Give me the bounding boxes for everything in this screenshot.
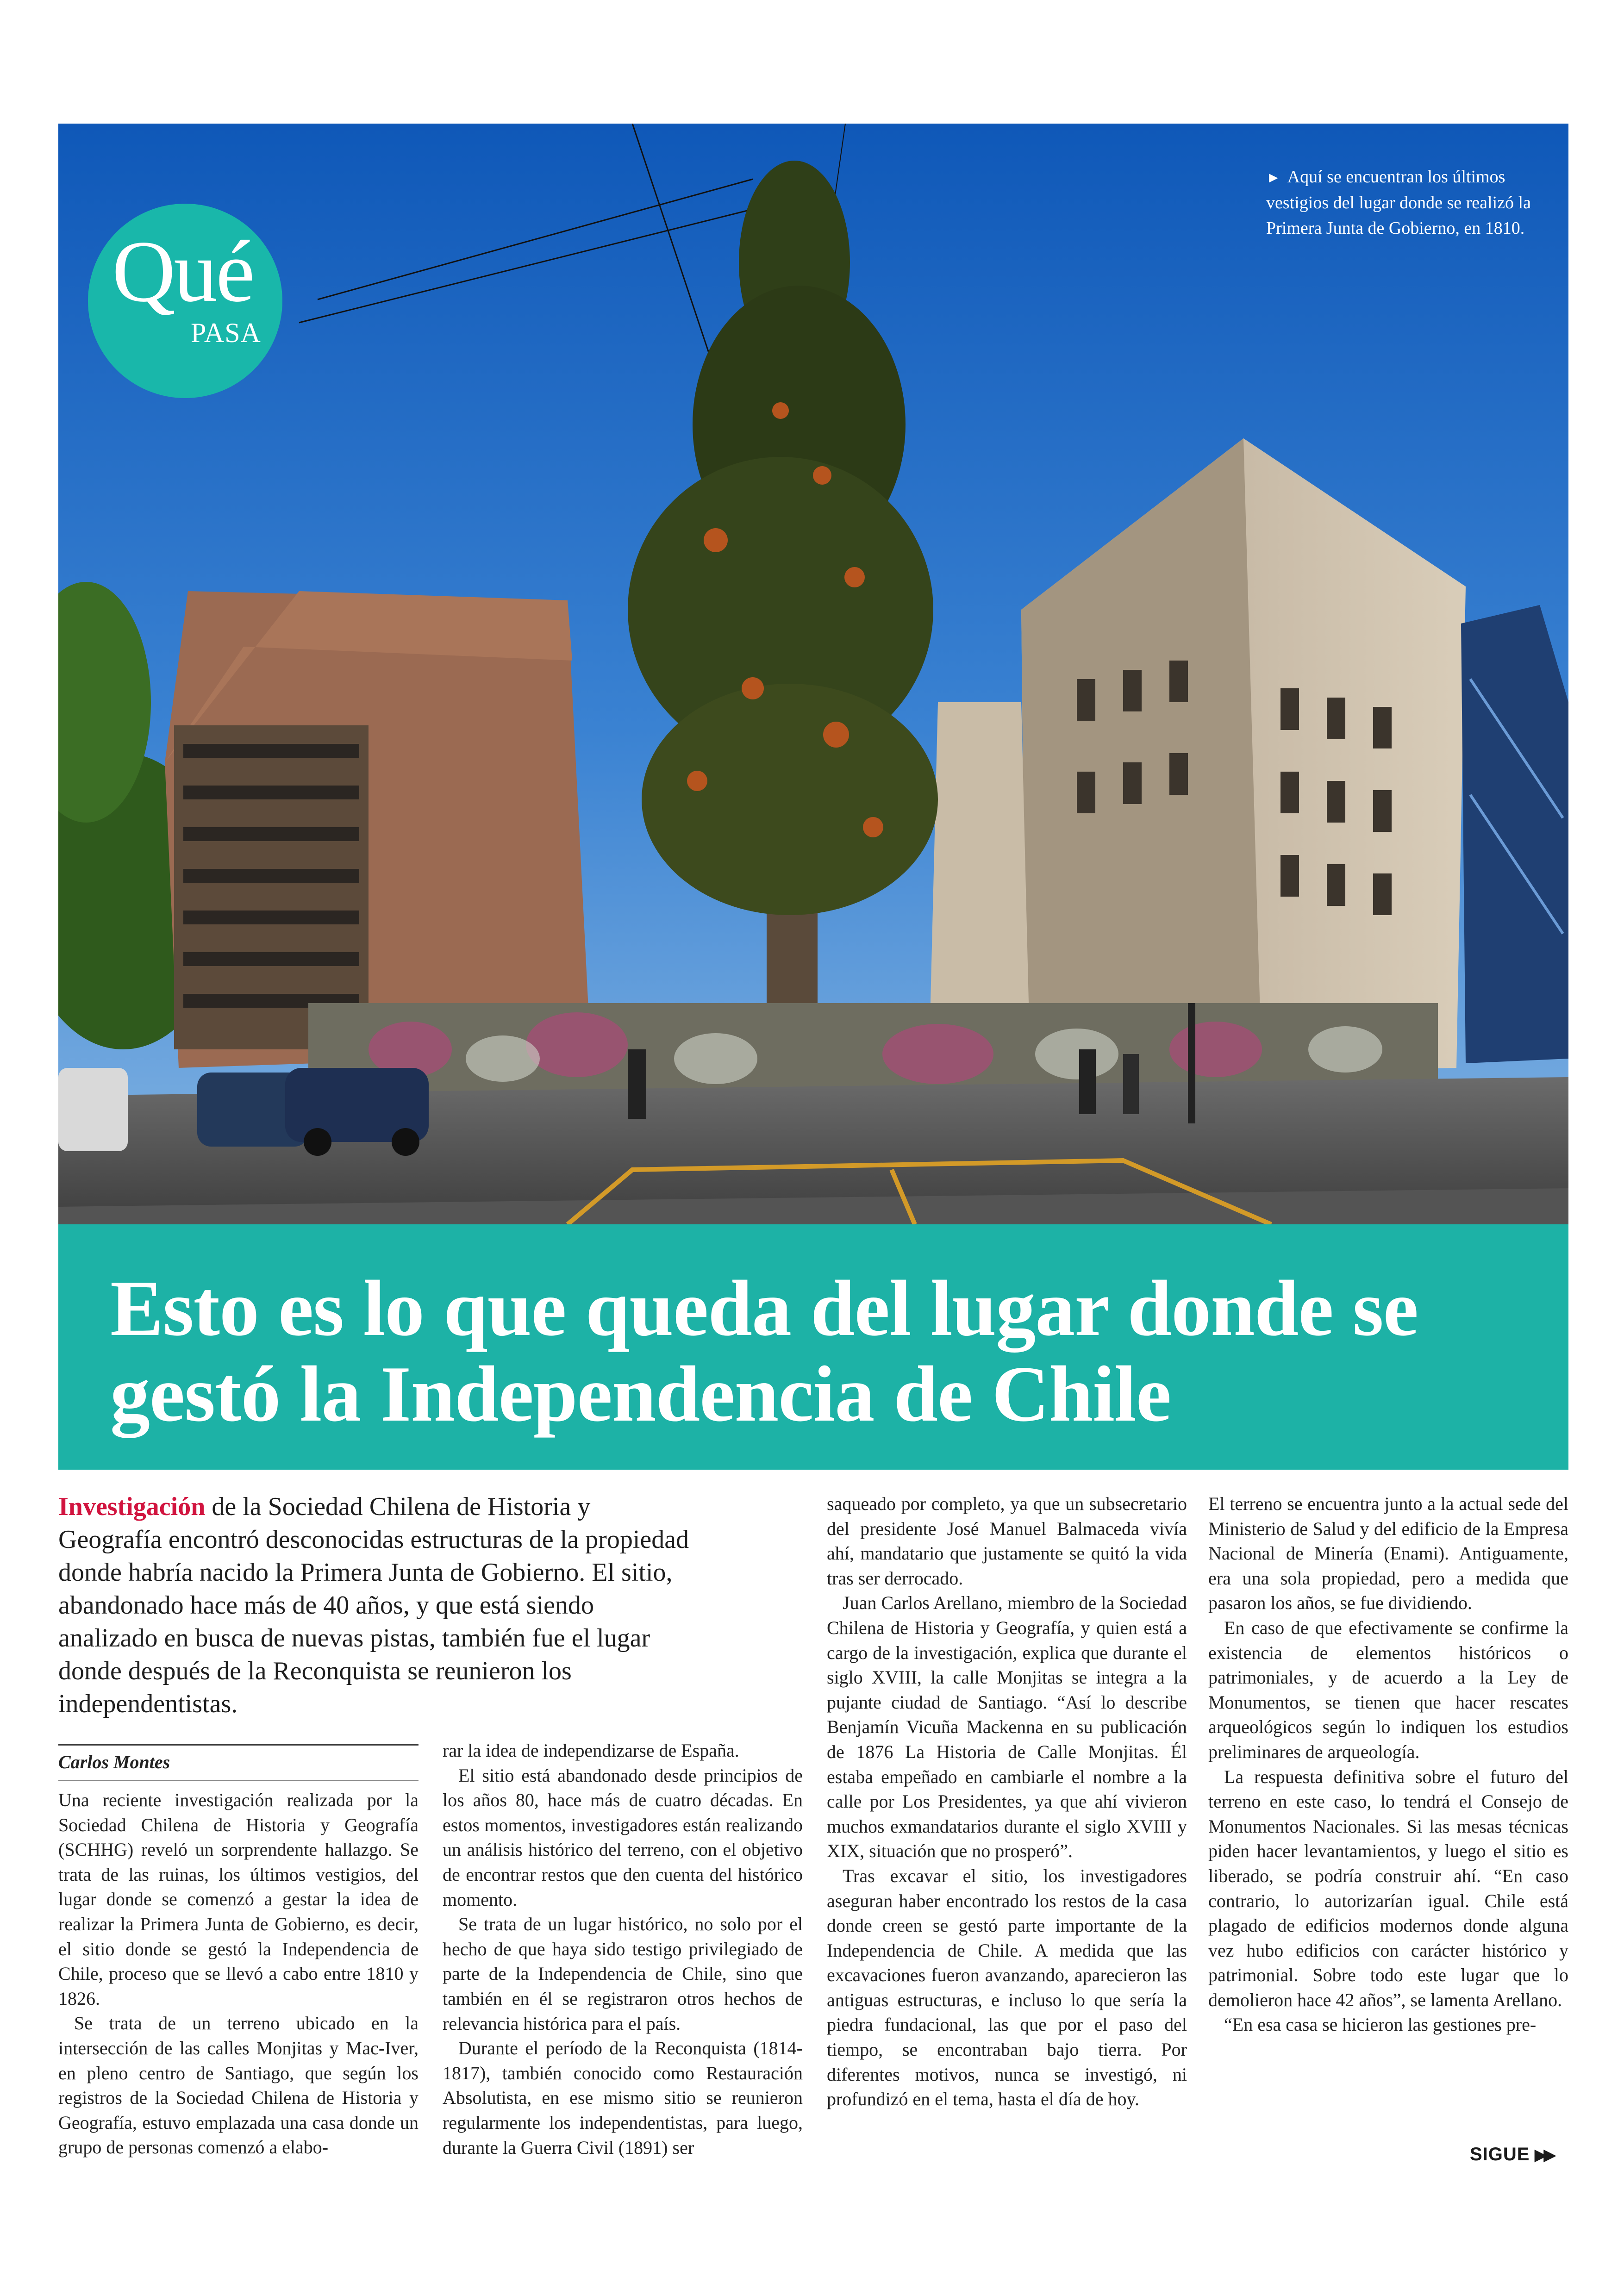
paragraph: La respuesta definitiva sobre el futuro del terreno en este caso, lo tendrá el Consejo de Monumentos Nacionales. Si las mesas técnicas piden hacer levantamientos, y luego el sitio es liberado, se podría construir ahí. “En caso contrario, lo autorizarían igual. Chile está plagado de edificios modernos donde alguna vez hubo edificios con carácter histórico y patrimonial. Sobre todo este lugar que lo demolieron hace 42 años”, se lamenta Arellano. — [1208, 1766, 1568, 2010]
paragraph: Se trata de un terreno ubicado en la intersección de las calles Monjitas y Mac-Iver, en pleno centro de Santiago, que según los registros de la Sociedad Chilena de Historia y Geografía, estuvo emplazada una casa donde un grupo de personas comenzó a elabo- — [58, 2013, 418, 2158]
section-badge-subtitle: PASA — [191, 318, 261, 348]
continue-label: SIGUE — [1470, 2144, 1530, 2164]
paragraph: Se trata de un lugar histórico, no solo por el hecho de que haya sido testigo privilegiado de parte de la Independencia de Chile, sino que también en él se registraron otros hechos de relevancia histórica para el país. — [443, 1914, 803, 2034]
photo-caption — [1266, 164, 1544, 241]
paragraph: El sitio está abandonado desde principios de los años 80, hace más de cuatro décadas. En estos momentos, investigadores están realizando un análisis histórico del terreno, con el objetivo de encontrar restos que den cuenta del histórico momento. — [443, 1765, 803, 1910]
photo-caption-text: Aquí se encuentran los últimos vestigios del lugar donde se realizó la Primera Junta de Gobierno, en 1810. — [1266, 167, 1531, 238]
paragraph: Una reciente investigación realizada por la Sociedad Chilena de Historia y Geografía (SCHHG) reveló un sorprendente hallazgo. Se trata de las ruinas, los últimos vestigios, del lugar donde se comenzó a gestar la idea de realizar la Primera Junta de Gobierno, es decir, el sitio donde se gestó la Independencia de Chile, proceso que se llevó a cabo entre 1810 y 1826. — [58, 1790, 418, 2009]
continue-marker — [1470, 2144, 1553, 2165]
headline-band — [58, 1224, 1568, 1470]
paragraph: El terreno se encuentra junto a la actual sede del Ministerio de Salud y del edificio de la Empresa Nacional de Minería (Enami). Antiguamente, era una sola propiedad, pero a medida que pasaron los años, se fue dividiendo. — [1208, 1493, 1568, 1614]
headline: Esto es lo que queda del lugar donde se gestó la Independencia de Chile — [110, 1265, 1418, 1438]
byline: Carlos Montes — [58, 1752, 170, 1772]
paragraph: Durante el período de la Reconquista (1814-1817), también conocido como Restauración Absolutista, en ese mismo sitio se reunieron regularmente los independentistas, para luego, durante la Guerra Civil (1891) ser — [443, 2038, 803, 2158]
body-column-1 — [58, 1788, 418, 2160]
paragraph: Tras excavar el sitio, los investigadores aseguran haber encontrado los restos de la casa donde creen se gestó parte importante de la Independencia de Chile. A medida que las excavaciones fueron avanzando, aparecieron las antiguas estructuras, e incluso lo que sería la piedra fundacional, las que por el paso del tiempo, se encontraban bajo tierra. Por diferentes motivos, nunca se investigó, ni profundizó en el tema, hasta el día de hoy. — [827, 1865, 1187, 2110]
lead-text: de la Sociedad Chilena de Historia y Geografía encontró desconocidas estructuras de la propiedad donde habría nacido la Primera Junta de Gobierno. El sitio, abandonado hace más de 40 años, y que está siendo analizado en busca de nuevas pistas, también fue el lugar donde después de la Reconquista se reunieron los independentistas. — [58, 1492, 689, 1718]
body-column-4 — [1208, 1491, 1568, 2037]
body-column-2 — [443, 1738, 803, 2160]
paragraph: “En esa casa se hicieron las gestiones pre- — [1224, 2014, 1537, 2035]
street-photo-illustration — [58, 124, 1568, 1224]
lead-paragraph — [58, 1491, 693, 1721]
section-badge-title: Qué — [112, 223, 253, 320]
paragraph: En caso de que efectivamente se confirme la existencia de elementos históricos o patrimoniales, y de acuerdo a la Ley de Monumentos, se tienen que hacer rescates arqueológicos según lo indiquen los estudios preliminares de arqueología. — [1208, 1617, 1568, 1762]
body-column-3 — [827, 1491, 1187, 2112]
paragraph: saqueado por completo, ya que un subsecretario del presidente José Manuel Balmaceda vivía ahí, mandatario que justamente se quitó la vida tras ser derrocado. — [827, 1493, 1187, 1589]
double-arrow-right-icon: ▶▶ — [1534, 2145, 1553, 2164]
lead-kicker: Investigación — [58, 1492, 206, 1521]
byline-bottom-rule — [58, 1780, 418, 1781]
section-badge — [88, 204, 282, 398]
triangle-right-icon: ► — [1266, 169, 1281, 186]
paragraph: Juan Carlos Arellano, miembro de la Sociedad Chilena de Historia y Geografía, y quien está a cargo de la investigación, explica que durante el siglo XVIII, la calle Monjitas se integra a la pujante ciudad de Santiago. “Así lo describe Benjamín Vicuña Mackenna en su publicación de 1876 La Historia de Calle Monjitas. Él estaba empeñado en cambiarle el nombre a la calle por Los Presidentes, ya que ahí vivieron muchos exmandatarios durante el siglo XVIII y XIX, situación que no prosperó”. — [827, 1592, 1187, 1862]
paragraph: rar la idea de independizarse de España. — [443, 1740, 739, 1761]
street-photo — [58, 124, 1568, 1224]
byline-top-rule — [58, 1744, 418, 1746]
